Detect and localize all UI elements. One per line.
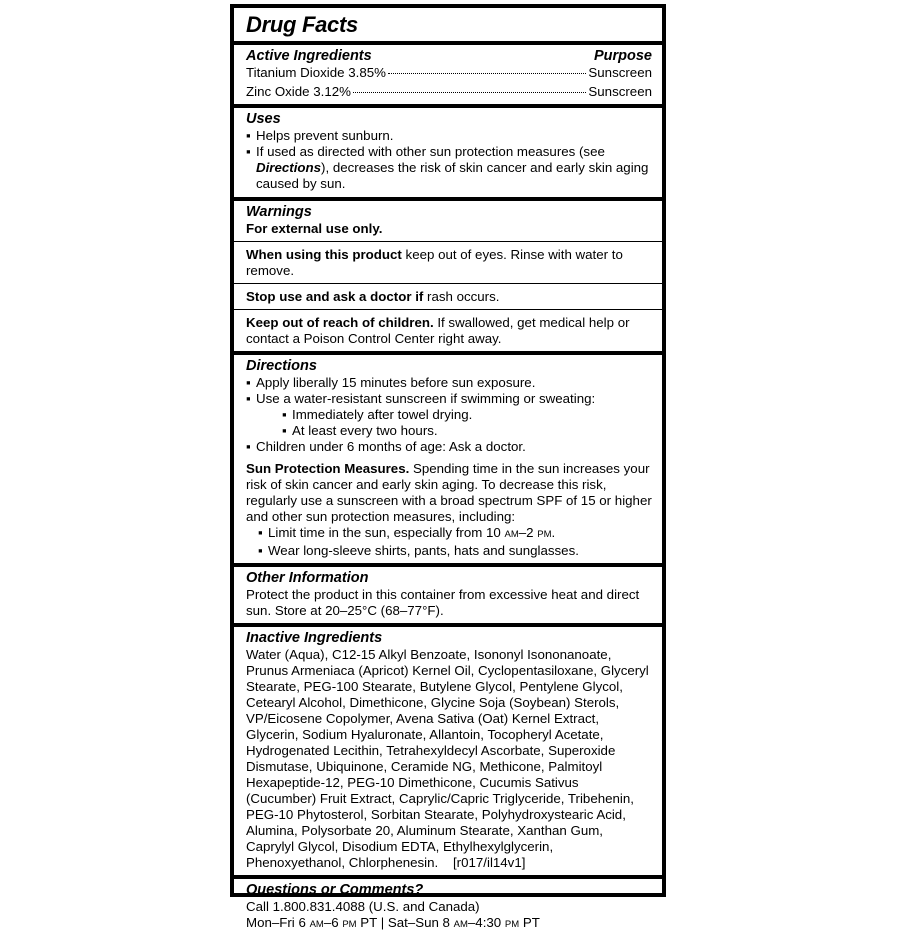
list-item bbox=[282, 423, 652, 439]
when-using-text: keep out of eyes. Rinse with water to remove. bbox=[246, 247, 623, 278]
warnings-heading: Warnings bbox=[246, 204, 312, 220]
active-ingredient-row bbox=[246, 84, 652, 100]
am-label: AM bbox=[453, 919, 468, 930]
ingredient-name: Titanium Dioxide 3.85% bbox=[246, 65, 386, 80]
stop-use-label: Stop use and ask a doctor if bbox=[246, 289, 424, 304]
directions-subitem-text: Immediately after towel drying. bbox=[292, 407, 473, 422]
directions-item-text: Children under 6 months of age: Ask a doctor. bbox=[256, 439, 526, 454]
sun-protection-item-text: . bbox=[551, 525, 556, 540]
am-label: AM bbox=[309, 919, 324, 930]
directions-reference: Directions bbox=[256, 160, 322, 175]
inactive-ingredients-list: Water (Aqua), C12-15 Alkyl Benzoate, Isononyl Isononanoate, Prunus Armeniaca (Apricot) Kernel Oil, Cyclopentasiloxane, Glyceryl Stearate, PEG-100 Stearate, Butylene Glycol, Pentylene Glycol, Cetearyl Alcohol, Dimethicone, Glycine Soja (Soybean) Sterols, VP/Eicosene Copolymer, Avena Sativa (Oat) Kernel Extract, Glycerin, Sodium Hyaluronate, Allantoin, Tocopheryl Acetate, Hydrogenated Lecithin, Tetrahexyldecyl Ascorbate, Superoxide Dismutase, Ubiquinone, Ceramide NG, Methicone, Palmitoyl Hexapeptide-12, PEG-10 Dimethicone, Cucumis Sativus (Cucumber) Fruit Extract, Caprylic/Capric Triglyceride, Tribehenin, PEG-10 Phytosterol, Sorbitan Stearate, Polyhydroxystearic Acid, Alumina, Polysorbate 20, Aluminum Stearate, Xanthan Gum, Caprylyl Glycol, Disodium EDTA, Ethylhexylglycerin, Phenoxyethanol, Chlorphenesin. bbox=[246, 647, 649, 870]
keep-out-text: If swallowed, get medical help or contact a Poison Control Center right away. bbox=[246, 315, 630, 346]
uses-item-text: ), decreases the risk of skin cancer and early skin aging caused by sun. bbox=[256, 160, 649, 191]
stop-use-text: rash occurs. bbox=[423, 289, 500, 304]
purpose-heading: Purpose bbox=[593, 48, 652, 64]
hours-text: PT bbox=[519, 915, 540, 930]
leader-dots bbox=[388, 73, 586, 74]
other-information-text: Protect the product in this container from excessive heat and direct sun. Store at 20–25°C (68–77°F). bbox=[246, 587, 640, 618]
keep-out-section bbox=[234, 310, 662, 355]
drug-facts-panel bbox=[230, 4, 666, 930]
sun-protection-paragraph bbox=[246, 461, 652, 525]
sun-protection-label: Sun Protection Measures. bbox=[246, 461, 410, 476]
questions-section bbox=[234, 879, 662, 937]
hours-text: –6 bbox=[323, 915, 343, 930]
uses-heading: Uses bbox=[246, 111, 281, 127]
drug-facts-title-section bbox=[234, 8, 662, 45]
external-use-warning: For external use only. bbox=[246, 221, 383, 236]
ingredient-name: Zinc Oxide 3.12% bbox=[246, 84, 351, 99]
directions-heading: Directions bbox=[246, 358, 317, 374]
leader-dots bbox=[353, 92, 586, 93]
stop-use-section bbox=[234, 284, 662, 310]
sun-protection-list bbox=[246, 525, 652, 559]
active-ingredient-row bbox=[246, 65, 652, 81]
phone-line: Call 1.800.831.4088 (U.S. and Canada) bbox=[246, 899, 480, 914]
when-using-section bbox=[234, 242, 662, 284]
directions-item-text: Apply liberally 15 minutes before sun exposure. bbox=[256, 375, 536, 390]
list-item bbox=[282, 407, 652, 423]
inactive-ingredients-section bbox=[234, 627, 662, 879]
hours-text: –4:30 bbox=[467, 915, 505, 930]
pm-label: PM bbox=[537, 529, 552, 540]
active-ingredients-section bbox=[234, 45, 662, 108]
sun-protection-item-text: Wear long-sleeve shirts, pants, hats and sunglasses. bbox=[268, 543, 579, 558]
active-ingredients-heading: Active Ingredients bbox=[246, 48, 372, 64]
directions-sublist bbox=[246, 407, 652, 439]
directions-list-2 bbox=[246, 439, 652, 455]
page-title: Drug Facts bbox=[246, 12, 358, 37]
list-item bbox=[246, 144, 652, 192]
active-ingredients-header bbox=[246, 45, 652, 65]
uses-list bbox=[246, 128, 652, 192]
directions-section bbox=[234, 355, 662, 567]
uses-item-text: If used as directed with other sun protection measures (see bbox=[256, 144, 605, 159]
list-item bbox=[258, 543, 652, 559]
uses-item-text: Helps prevent sunburn. bbox=[256, 128, 394, 143]
hours-line bbox=[246, 915, 652, 933]
list-item bbox=[246, 375, 652, 391]
formula-code: [r017/il14v1] bbox=[452, 855, 526, 870]
am-label: AM bbox=[504, 529, 519, 540]
inactive-ingredients-text bbox=[246, 647, 652, 871]
pm-label: PM bbox=[504, 919, 520, 930]
ingredient-purpose: Sunscreen bbox=[588, 65, 652, 80]
sun-protection-text: Spending time in the sun increases your risk of skin cancer and early skin aging. To decrease this risk, regularly use a sunscreen with a broad spectrum SPF of 15 or higher and other sun protection measures, including: bbox=[246, 461, 652, 524]
directions-item-text: Use a water-resistant sunscreen if swimming or sweating: bbox=[256, 391, 596, 406]
pm-label: PM bbox=[342, 919, 357, 930]
hours-text: Mon–Fri 6 bbox=[246, 915, 310, 930]
list-item bbox=[258, 525, 652, 543]
uses-section bbox=[234, 108, 662, 201]
warnings-section bbox=[234, 201, 662, 242]
list-item bbox=[246, 391, 652, 407]
directions-list bbox=[246, 375, 652, 407]
directions-subitem-text: At least every two hours. bbox=[292, 423, 438, 438]
other-information-section bbox=[234, 567, 662, 627]
other-information-heading: Other Information bbox=[246, 570, 369, 586]
questions-heading: Questions or Comments? bbox=[246, 882, 424, 898]
when-using-label: When using this product bbox=[246, 247, 402, 262]
ingredient-purpose: Sunscreen bbox=[588, 84, 652, 99]
hours-text: PT | Sat–Sun 8 bbox=[356, 915, 454, 930]
inactive-ingredients-heading: Inactive Ingredients bbox=[246, 630, 383, 646]
list-item bbox=[246, 128, 652, 144]
sun-protection-item-text: –2 bbox=[518, 525, 538, 540]
sun-protection-item-text: Limit time in the sun, especially from 10 bbox=[268, 525, 505, 540]
list-item bbox=[246, 439, 652, 455]
keep-out-label: Keep out of reach of children. bbox=[246, 315, 434, 330]
